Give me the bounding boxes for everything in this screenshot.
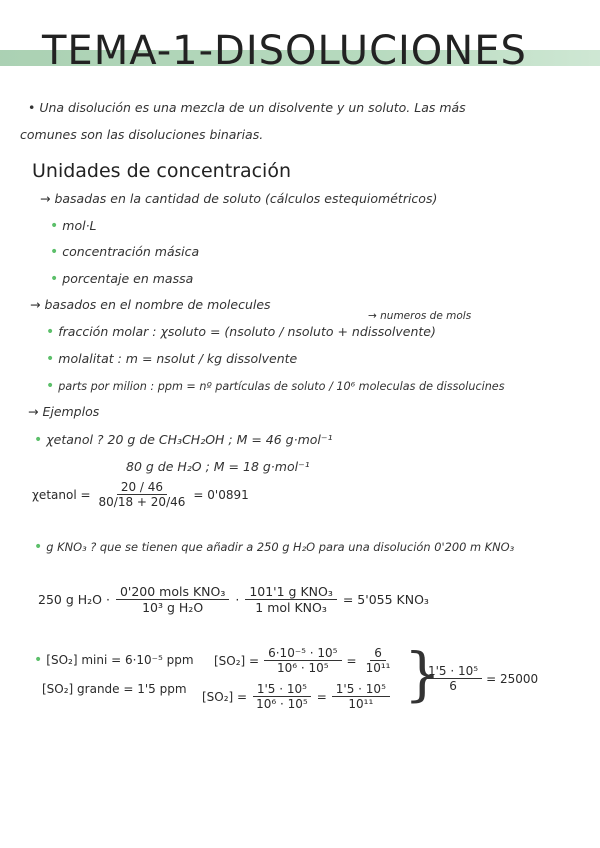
fraction: $\frac{\text{0'200 mols KNO₃}}{\text{10³ g H₂O}}$ — [116, 584, 229, 615]
formula-lhs: 250 g H₂O · — [38, 592, 110, 607]
annotation-moles: → numeros de mols — [368, 310, 472, 322]
example-3-formula-b: [SO₂] = $\frac{\text{1'5 · 10⁵}}{\text{10⁶ · 10⁵}}$ = $\frac{\text{1'5 · 10⁵}}{\text{10¹¹}}$ — [202, 682, 390, 711]
fraction: $\frac{20 / 46}{80/18 + 20/46}$ — [98, 480, 186, 509]
group-1-label: → basadas en la cantidad de soluto (cálculos estequiométricos) — [40, 191, 438, 206]
group-2-label: → basados en el nombre de molecules — [30, 297, 271, 312]
fraction: $\frac{\text{6·10⁻⁵ · 10⁵}}{\text{10⁶ · 10⁵}}$ — [264, 646, 341, 675]
bullet-icon: • — [50, 244, 59, 260]
example-2-formula — [38, 584, 429, 615]
example-3-formula-a: [SO₂] = $\frac{\text{6·10⁻⁵ · 10⁵}}{\text{10⁶ · 10⁵}}$ = $\frac{6}{\text{10¹¹}}$ — [214, 646, 394, 675]
formula-result: = 0'0891 — [193, 487, 249, 502]
bullet-icon: • — [34, 432, 43, 448]
page-title: TEMA-1-DISOLUCIONES — [42, 28, 527, 74]
bullet-icon: • — [50, 218, 59, 234]
bullet-icon: • — [46, 324, 55, 340]
fraction: $\frac{\text{1'5 · 10⁵}}{\text{10⁶ · 10⁵}}$ — [252, 682, 312, 711]
list-item: • mol·L — [50, 218, 97, 234]
bullet-icon: • — [34, 652, 43, 668]
brace-icon: } — [404, 640, 441, 708]
multiply-sign: · — [235, 592, 240, 607]
list-item: • parts por milion : ppm = nº partículas de soluto / 10⁶ moleculas de dissolucines — [46, 378, 505, 394]
list-item: • concentración másica — [50, 244, 200, 260]
example-1-formula — [32, 480, 249, 509]
example-3-max: [SO₂] grande = 1'5 ppm — [42, 682, 187, 696]
example-1-question: • χetanol ? 20 g de CH₃CH₂OH ; M = 46 g·mol⁻¹ — [34, 432, 333, 448]
bullet-icon: • — [34, 539, 43, 555]
formula-lhs: χetanol = — [32, 487, 91, 502]
fraction: $\frac{\text{101'1 g KNO₃}}{\text{1 mol KNO₃}}$ — [245, 584, 337, 615]
example-3-min: • [SO₂] mini = 6·10⁻⁵ ppm — [34, 652, 194, 668]
bullet-icon: • — [50, 271, 59, 287]
bullet-icon: • — [46, 351, 55, 367]
example-1-data: 80 g de H₂O ; M = 18 g·mol⁻¹ — [126, 459, 310, 474]
intro-line-1: • Una disolución es una mezcla de un disolvente y un soluto. Las más — [28, 100, 466, 115]
list-item: • porcentaje en massa — [50, 271, 194, 287]
fraction: $\frac{\text{1'5 · 10⁵}}{6}$ — [424, 664, 482, 693]
intro-line-2: comunes son las disoluciones binarias. — [20, 127, 264, 142]
fraction: $\frac{6}{\text{10¹¹}}$ — [365, 646, 391, 675]
fraction: $\frac{\text{1'5 · 10⁵}}{\text{10¹¹}}$ — [332, 682, 390, 711]
example-2-question: • g KNO₃ ? que se tienen que añadir a 250 g H₂O para una disolución 0'200 m KNO₃ — [34, 539, 515, 555]
group-3-label: → Ejemplos — [28, 404, 100, 419]
list-item: • fracción molar : χsoluto = (nsoluto / nsoluto + ndissolvente) — [46, 324, 436, 340]
list-item: • molalitat : m = nsolut / kg dissolvente — [46, 351, 298, 367]
formula-result: = 5'055 KNO₃ — [342, 592, 429, 607]
bullet-icon: • — [46, 378, 55, 394]
example-3-result: $\frac{\text{1'5 · 10⁵}}{6}$ = 25000 — [424, 664, 538, 693]
section-heading: Unidades de concentración — [32, 160, 291, 182]
